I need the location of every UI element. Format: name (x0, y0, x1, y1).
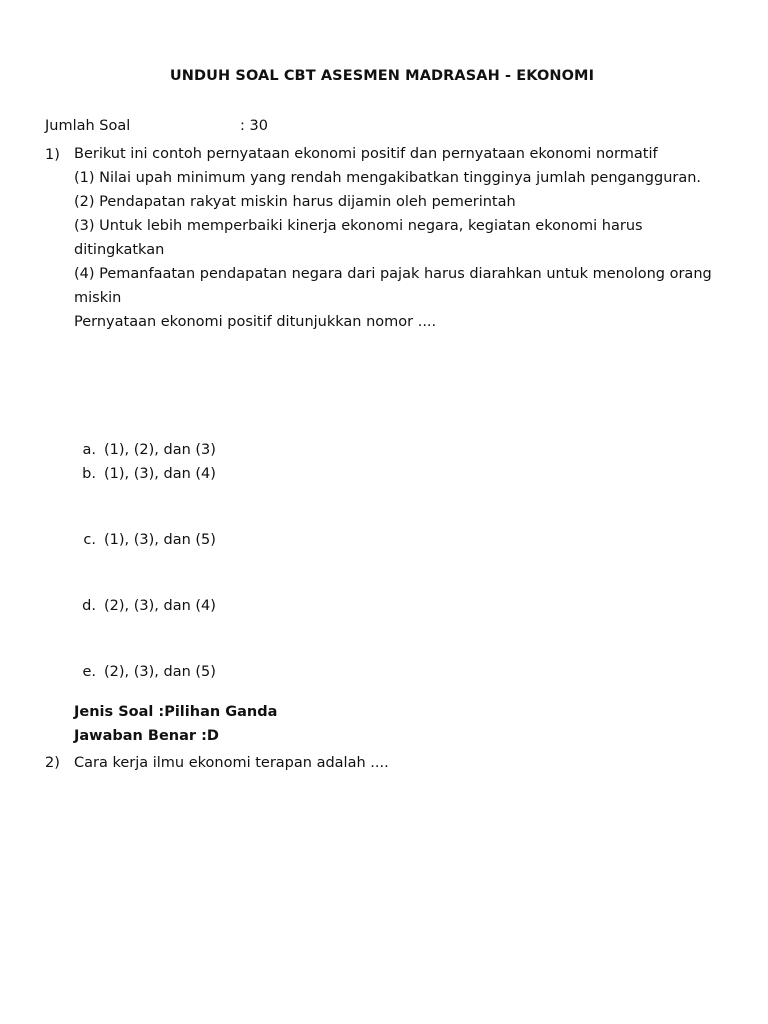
option-letter: a. (82, 442, 96, 458)
option-letter: c. (83, 532, 96, 548)
question-number: 2) (45, 755, 60, 771)
option-letter: b. (82, 466, 96, 482)
option-b (74, 464, 216, 484)
question-text (74, 751, 714, 775)
option-a (74, 440, 216, 460)
question-count-label: Jumlah Soal (45, 118, 131, 134)
option-c (74, 530, 216, 550)
question-type: Jenis Soal :Pilihan Ganda (74, 704, 278, 720)
option-text: (2), (3), dan (4) (104, 598, 216, 614)
page-title: UNDUH SOAL CBT ASESMEN MADRASAH - EKONOMI (169, 68, 595, 84)
question-count-value: : 30 (240, 118, 268, 134)
option-letter: e. (82, 664, 96, 680)
question-stem: Cara kerja ilmu ekonomi terapan adalah .... (74, 755, 389, 771)
option-letter: d. (82, 598, 96, 614)
option-e (74, 662, 216, 682)
statement-1: (1) Nilai upah minimum yang rendah mengakibatkan tingginya jumlah pengangguran. (74, 170, 702, 186)
question-number: 1) (45, 147, 60, 163)
option-text: (2), (3), dan (5) (104, 664, 216, 680)
question-stem: Berikut ini contoh pernyataan ekonomi positif dan pernyataan ekonomi normatif (74, 146, 658, 162)
question-count-row (45, 116, 268, 136)
statement-3: (3) Untuk lebih memperbaiki kinerja ekonomi negara, kegiatan ekonomi harus ditingkatkan (74, 218, 643, 258)
statement-4: (4) Pemanfaatan pendapatan negara dari pajak harus diarahkan untuk menolong orang miskin (74, 266, 712, 306)
option-text: (1), (3), dan (4) (104, 466, 216, 482)
question-prompt: Pernyataan ekonomi positif ditunjukkan nomor .... (74, 314, 437, 330)
statement-2: (2) Pendapatan rakyat miskin harus dijamin oleh pemerintah (74, 194, 516, 210)
question-text (74, 142, 714, 334)
option-text: (1), (2), dan (3) (104, 442, 216, 458)
correct-answer: Jawaban Benar :D (74, 728, 219, 744)
option-d (74, 596, 216, 616)
option-text: (1), (3), dan (5) (104, 532, 216, 548)
